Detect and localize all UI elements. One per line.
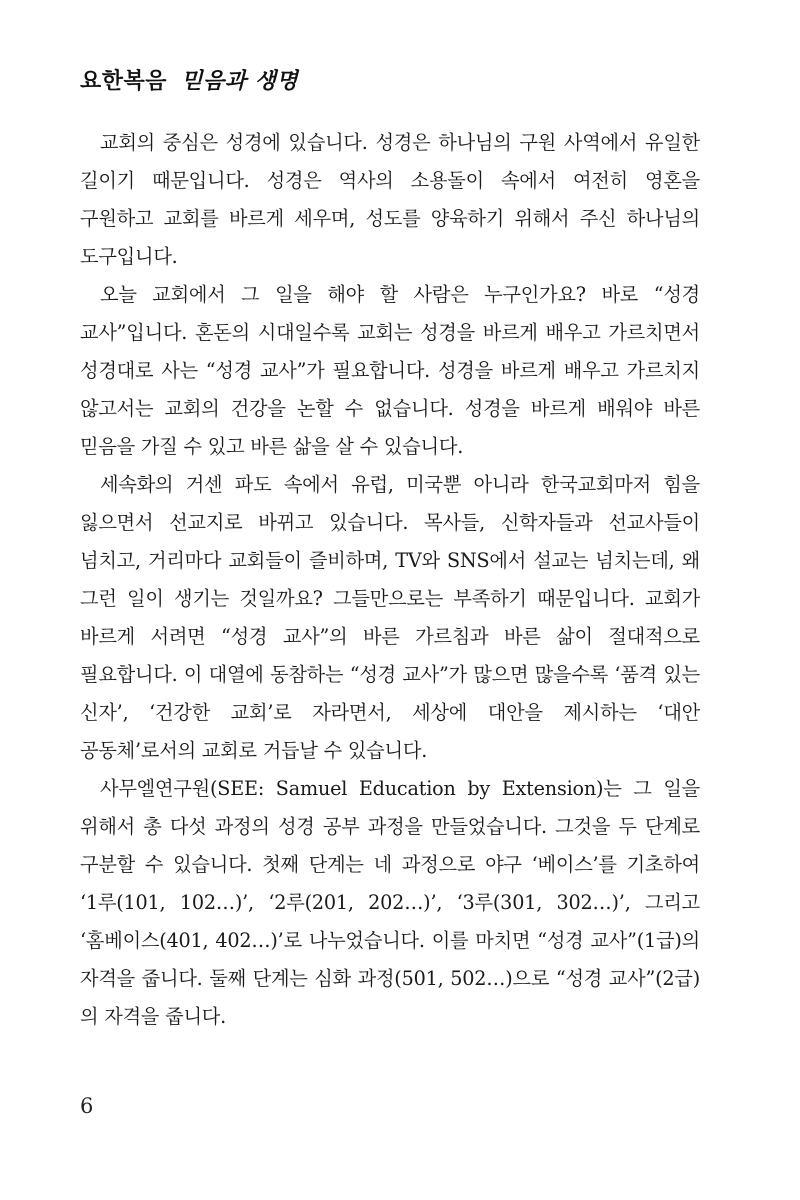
header-title-decorated: 믿음과 생명 xyxy=(181,69,299,94)
paragraph-bible-teacher: 오늘 교회에서 그 일을 해야 할 사람은 누구인가요? 바로 “성경 교사”입니다. 혼돈의 시대일수록 교회는 성경을 바르게 배우고 가르치면서 성경대로 사는 “성경 교사”가 필요합니다. 성경을 바르게 배우고 가르치지 않고서는 교회의 건강을 논할 수 없습니다. 성경을 바르게 배워야 바른 믿음을 가질 수 있고 바른 삶을 살 수 있습니다. xyxy=(80,283,700,458)
body-text xyxy=(80,124,700,1036)
running-header xyxy=(80,64,298,95)
header-title: 요한복음 xyxy=(80,69,168,94)
paragraph-church-center: 교회의 중심은 성경에 있습니다. 성경은 하나님의 구원 사역에서 유일한 길이기 때문입니다. 성경은 역사의 소용돌이 속에서 여전히 영혼을 구원하고 교회를 바르게 세우며, 성도를 양육하기 위해서 주신 하나님의 도구입니다. xyxy=(80,131,700,268)
paragraph-samuel-institute: 사무엘연구원(SEE: Samuel Education by Extension)는 그 일을 위해서 총 다섯 과정의 성경 공부 과정을 만들었습니다. 그것을 두 단계로 구분할 수 있습니다. 첫째 단계는 네 과정으로 야구 ‘베이스’를 기초하여 ‘1루(101, 102…)’, ‘2루(201, 202…)’, ‘3루(301, 302…)’, 그리고 ‘홈베이스(401, 402…)’로 나누었습니다. 이를 마치면 “성경 교사”(1급)의 자격을 줍니다. 둘째 단계는 심화 과정(501, 502…)으로 “성경 교사”(2급)의 자격을 줍니다. xyxy=(80,777,700,1028)
page-number: 6 xyxy=(80,1094,94,1118)
paragraph-secularization: 세속화의 거센 파도 속에서 유럽, 미국뿐 아니라 한국교회마저 힘을 잃으면서 선교지로 바뀌고 있습니다. 목사들, 신학자들과 선교사들이 넘치고, 거리마다 교회들이 즐비하며, TV와 SNS에서 설교는 넘치는데, 왜 그런 일이 생기는 것일까요? 그들만으로는 부족하기 때문입니다. 교회가 바르게 서려면 “성경 교사”의 바른 가르침과 바른 삶이 절대적으로 필요합니다. 이 대열에 동참하는 “성경 교사”가 많으면 많을수록 ‘품격 있는 신자’, ‘건강한 교회’로 자라면서, 세상에 대안을 제시하는 ‘대안 공동체’로서의 교회로 거듭날 수 있습니다. xyxy=(80,473,700,762)
